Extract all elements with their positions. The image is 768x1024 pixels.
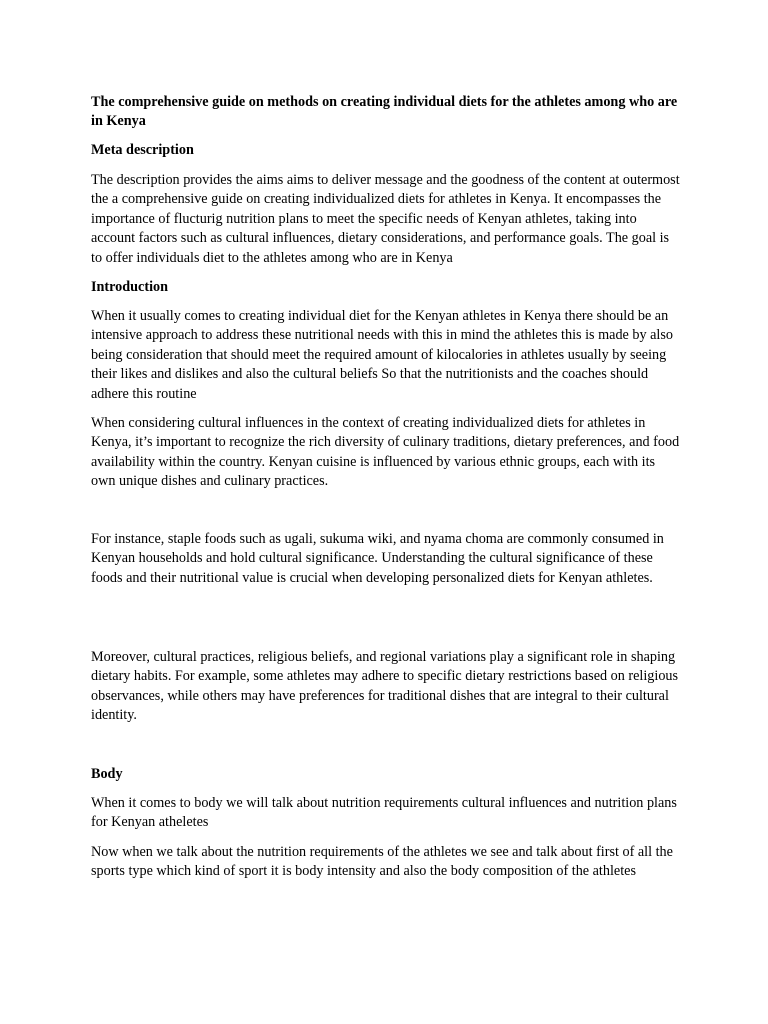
introduction-paragraph-3: For instance, staple foods such as ugali, sukuma wiki, and nyama choma are commonly consumed in Kenyan households and hold cultural significance. Understanding the cultural significance of these foods and their nutritional value is crucial when developing personalized diets for Kenyan athletes. [91, 531, 664, 586]
meta-description-heading: Meta description [91, 142, 194, 158]
body-heading: Body [91, 766, 123, 782]
introduction-heading: Introduction [91, 279, 168, 295]
body-paragraph-1: When it comes to body we will talk about nutrition requirements cultural influences and nutrition plans for Kenyan atheletes [91, 795, 677, 831]
introduction-paragraph-4: Moreover, cultural practices, religious beliefs, and regional variations play a significant role in shaping dietary habits. For example, some athletes may adhere to specific dietary restrictions based on religious observances, while others may have preferences for traditional dishes that are integral to their cultural identity. [91, 649, 679, 724]
document-title: The comprehensive guide on methods on creating individual diets for the athletes among who are in Kenya [91, 94, 678, 130]
introduction-paragraph-2: When considering cultural influences in the context of creating individualized diets for athletes in Kenya, it’s important to recognize the rich diversity of culinary traditions, dietary preferences, and food availability within the country. Kenyan cuisine is influenced by various ethnic groups, each with its own unique dishes and culinary practices. [91, 415, 680, 490]
body-paragraph-2: Now when we talk about the nutrition requirements of the athletes we see and talk about first of all the sports type which kind of sport it is body intensity and also the body composition of the athletes [91, 844, 673, 880]
meta-description-paragraph: The description provides the aims aims to deliver message and the goodness of the content at outermost the a comprehensive guide on creating individualized diets for athletes in Kenya. It encompasses the importance of flucturig nutrition plans to meet the specific needs of Kenyan athletes, taking into account factors such as cultural influences, dietary considerations, and performance goals. The goal is to offer individuals diet to the athletes among who are in Kenya [91, 172, 680, 266]
introduction-paragraph-1: When it usually comes to creating individual diet for the Kenyan athletes in Kenya there should be an intensive approach to address these nutritional needs with this in mind the athletes this is made by also being consideration that should meet the required amount of kilocalories in athletes usually by seeing their likes and dislikes and also the cultural beliefs So that the nutritionists and the coaches should adhere this routine [91, 308, 673, 402]
